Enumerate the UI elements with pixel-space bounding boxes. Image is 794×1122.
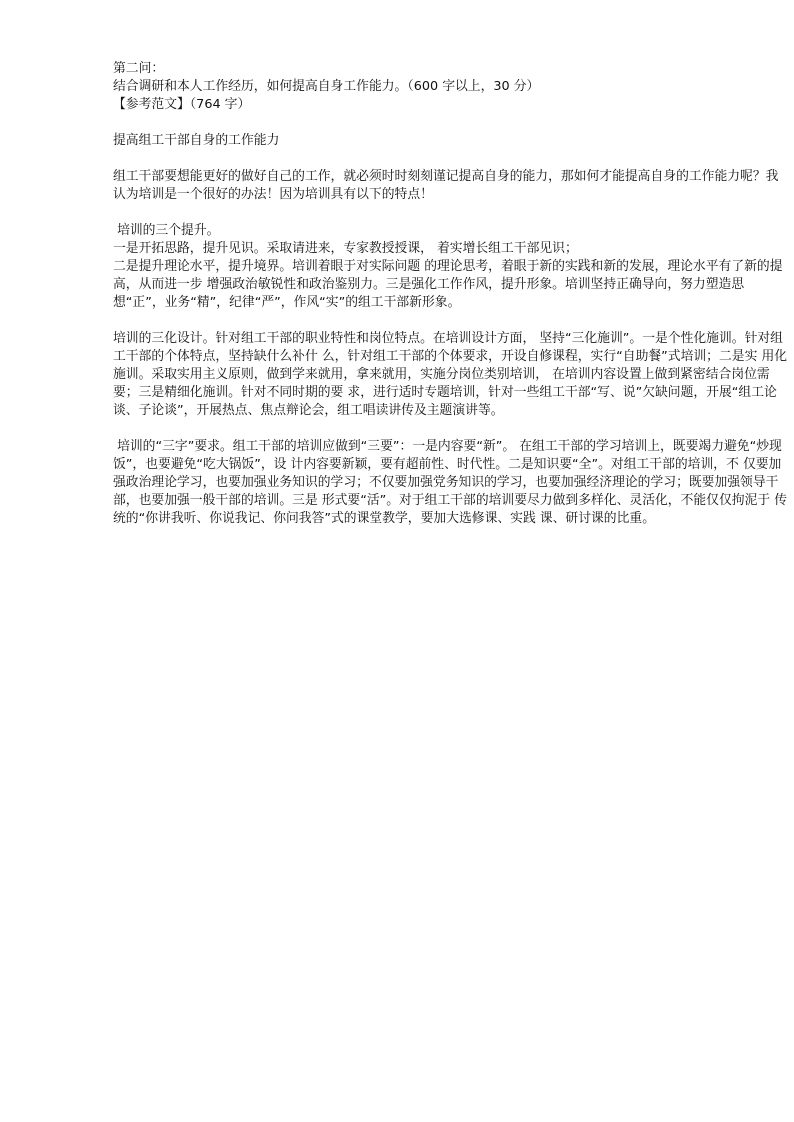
section1-heading: 培训的三个提升。: [113, 223, 220, 238]
section1-item1: 一是开拓思路，提升见识。采取请进来，专家教授授课， 着实增长组工干部见识；: [113, 241, 578, 256]
spacer: [113, 420, 791, 438]
section3-paragraph: 培训的“三字”要求。组工干部的培训应做到“三要”：一是内容要“新”。 在组工干部的学习培训上，既要竭力避免“炒现饭”，也要避免“吃大锅饭”，设 计内容要新颖，要有超前性、时代性。二是知识要“全”。对组工干部的培训，不 仅要加强政治理论学习，也要加强业务知识的学习；不仅要加强党务知识的学习，也要加强经济理论的学习；既要加强领导干部，也要加强一般干部的培训。三是 形式要“活”。对于组工干部的培训要尽力做到多样化、灵活化，不能仅仅拘泥于 传统的“你讲我听、你说我记、你问我答”式的课堂教学，要加大选修课、实践 课、研讨课的比重。: [113, 439, 788, 526]
spacer: [113, 204, 791, 222]
question-text: 结合调研和本人工作经历，如何提高自身工作能力。（600 字以上，30 分）: [113, 79, 540, 94]
document-page: [113, 60, 791, 528]
section2-paragraph: 培训的三化设计。针对组工干部的职业特性和岗位特点。在培训设计方面， 坚持“三化施训”。一是个性化施训。针对组工干部的个体特点，坚持缺什么补什 么，针对组工干部的个体要求，开设自修课程，实行“自助餐”式培训；二是实 用化施训。采取实用主义原则，做到学来就用，拿来就用，实施分岗位类别培训， 在培训内容设置上做到紧密结合岗位需要；三是精细化施训。针对不同时期的要 求，进行适时专题培训，针对一些组工干部“写、说”欠缺问题，开展“组工论 谈、子论谈”，开展热点、焦点辩论会，组工唱读讲传及主题演讲等。: [113, 331, 788, 418]
question-label: 第二问：: [113, 61, 165, 76]
spacer: [113, 150, 791, 168]
reference-label: 【参考范文】（764 字）: [113, 97, 251, 112]
spacer: [113, 312, 791, 330]
essay-title: 提高组工干部自身的工作能力: [113, 133, 280, 148]
essay-intro: 组工干部要想能更好的做好自己的工作，就必须时时刻刻谨记提高自身的能力，那如何才能提高自身的工作能力呢？我认为培训是一个很好的办法！因为培训具有以下的特点！: [113, 169, 779, 202]
section1-item2: 二是提升理论水平，提升境界。培训着眼于对实际问题 的理论思考，着眼于新的实践和新的发展，理论水平有了新的提高，从而进一步 增强政治敏锐性和政治鉴别力。三是强化工作作风，提升形象。培训坚持正确导向，努力塑造思想“正”，业务“精”，纪律“严”，作风“实”的组工干部新形象。: [113, 259, 783, 310]
spacer: [113, 114, 791, 132]
